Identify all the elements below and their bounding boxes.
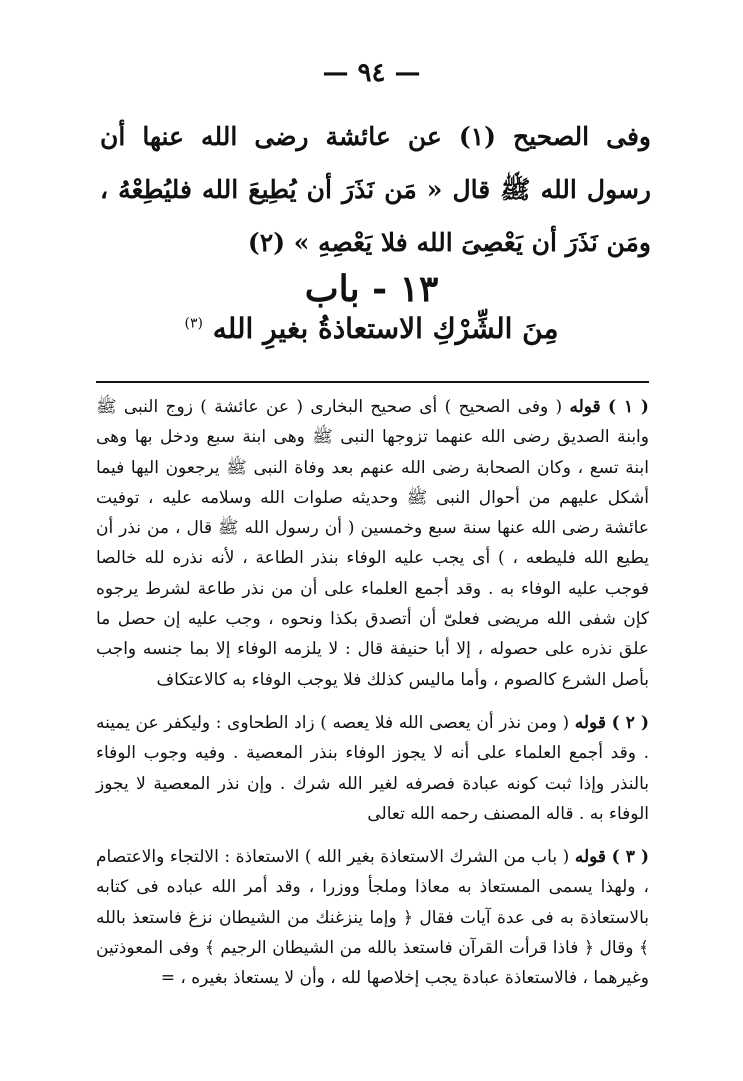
- footnote-text: ( باب من الشرك الاستعاذة بغير الله ) الاستعاذة : الالتجاء والاعتصام ، ولهذا يسمى المستعاذ به معاذا وملجأ ووزرا ، وقد أمر الله عباده فى كتابه بالاستعاذة به فى عدة آيات فقال ﴿ وإما ينزغنك من الشيطان نزغ فاستعذ بالله ﴾ وقال ﴿ فاذا قرأت القرآن فاستعذ بالله من الشيطان الرجيم ﴾ وفى المعوذتين وغيرهما ، فالاستعاذة عبادة يجب إخلاصها لله ، وأن لا يستعاذ بغيره ، =: [96, 847, 649, 989]
- footnote-3: [96, 842, 649, 993]
- footnote-marker: ( ٢ ): [611, 712, 650, 733]
- footnote-label: قوله: [574, 712, 606, 733]
- footnote-1: [96, 392, 649, 695]
- footnote-text: ( ومن نذر أن يعصى الله فلا يعصه ) زاد الطحاوى : وليكفر عن يمينه . وقد أجمع العلماء على أنه لا يجوز الوفاء بنذر المعصية . وفيه وجوب الوفاء بالنذر وإذا ثبت كونه عبادة فصرفه لغير الله شرك . وإن نذر المعصية لا يجوز الوفاء به . قاله المصنف رحمه الله تعالى: [96, 712, 649, 824]
- footnotes: [96, 392, 649, 1007]
- footnote-marker: ( ٣ ): [611, 847, 650, 868]
- footnote-marker: ( ١ ): [608, 397, 649, 417]
- page-number: — ٩٤ —: [322, 58, 421, 88]
- footnote-label: قوله: [574, 847, 607, 868]
- footnote-2: [96, 708, 649, 829]
- chapter-title-line: [0, 312, 743, 345]
- footnote-label: قوله: [569, 397, 601, 417]
- hadith-paragraph: وفى الصحيح (١) عن عائشة رضى الله عنها أن رسول الله ﷺ قال « مَن نَذَرَ أن يُطِيعَ الله فليُطِعْهُ ، ومَن نَذَرَ أن يَعْصِىَ الله فلا يَعْصِهِ » (٢): [100, 122, 651, 257]
- main-text: [100, 110, 651, 269]
- footnote-text: ( وفى الصحيح ) أى صحيح البخارى ( عن عائشة ) زوج النبى ﷺ وابنة الصديق رضى الله عنهما تزوجها النبى ﷺ وهى ابنة سبع ودخل بها وهى ابنة تسع ، وكان الصحابة رضى الله عنهم بعد وفاة النبى ﷺ يرجعون اليها فيما أشكل عليهم من أحوال النبى ﷺ وحديثه صلوات الله وسلامه عليه ، توفيت عائشة رضى الله عنها سنة سبع وخمسين ( أن رسول الله ﷺ قال ، من نذر أن يطيع الله فليطعه ، ) أى يجب عليه الوفاء بنذر الطاعة ، لأنه نذره لله خالصا فوجب عليه الوفاء به . وقد أجمع العلماء على أن من نذر طاعة لشرط يرجوه كإن شفى الله مريضى فعلىّ أن أتصدق بكذا ونحوه ، وجب عليه إن حصل ما علق نذره على حصوله ، إلا أبا حنيفة قال : لا يلزمه الوفاء إلا بما جنسه واجب بأصل الشرع كالصوم ، وأما ماليس كذلك فلا يوجب الوفاء به كالاعتكاف: [96, 397, 649, 690]
- chapter-heading: ١٣ - باب: [304, 268, 439, 310]
- chapter-title: مِنَ الشِّرْكِ الاستعاذةُ بغيرِ الله: [212, 312, 559, 345]
- chapter-title-footnote-ref: (٣): [184, 315, 203, 332]
- footnote-divider: [96, 381, 649, 383]
